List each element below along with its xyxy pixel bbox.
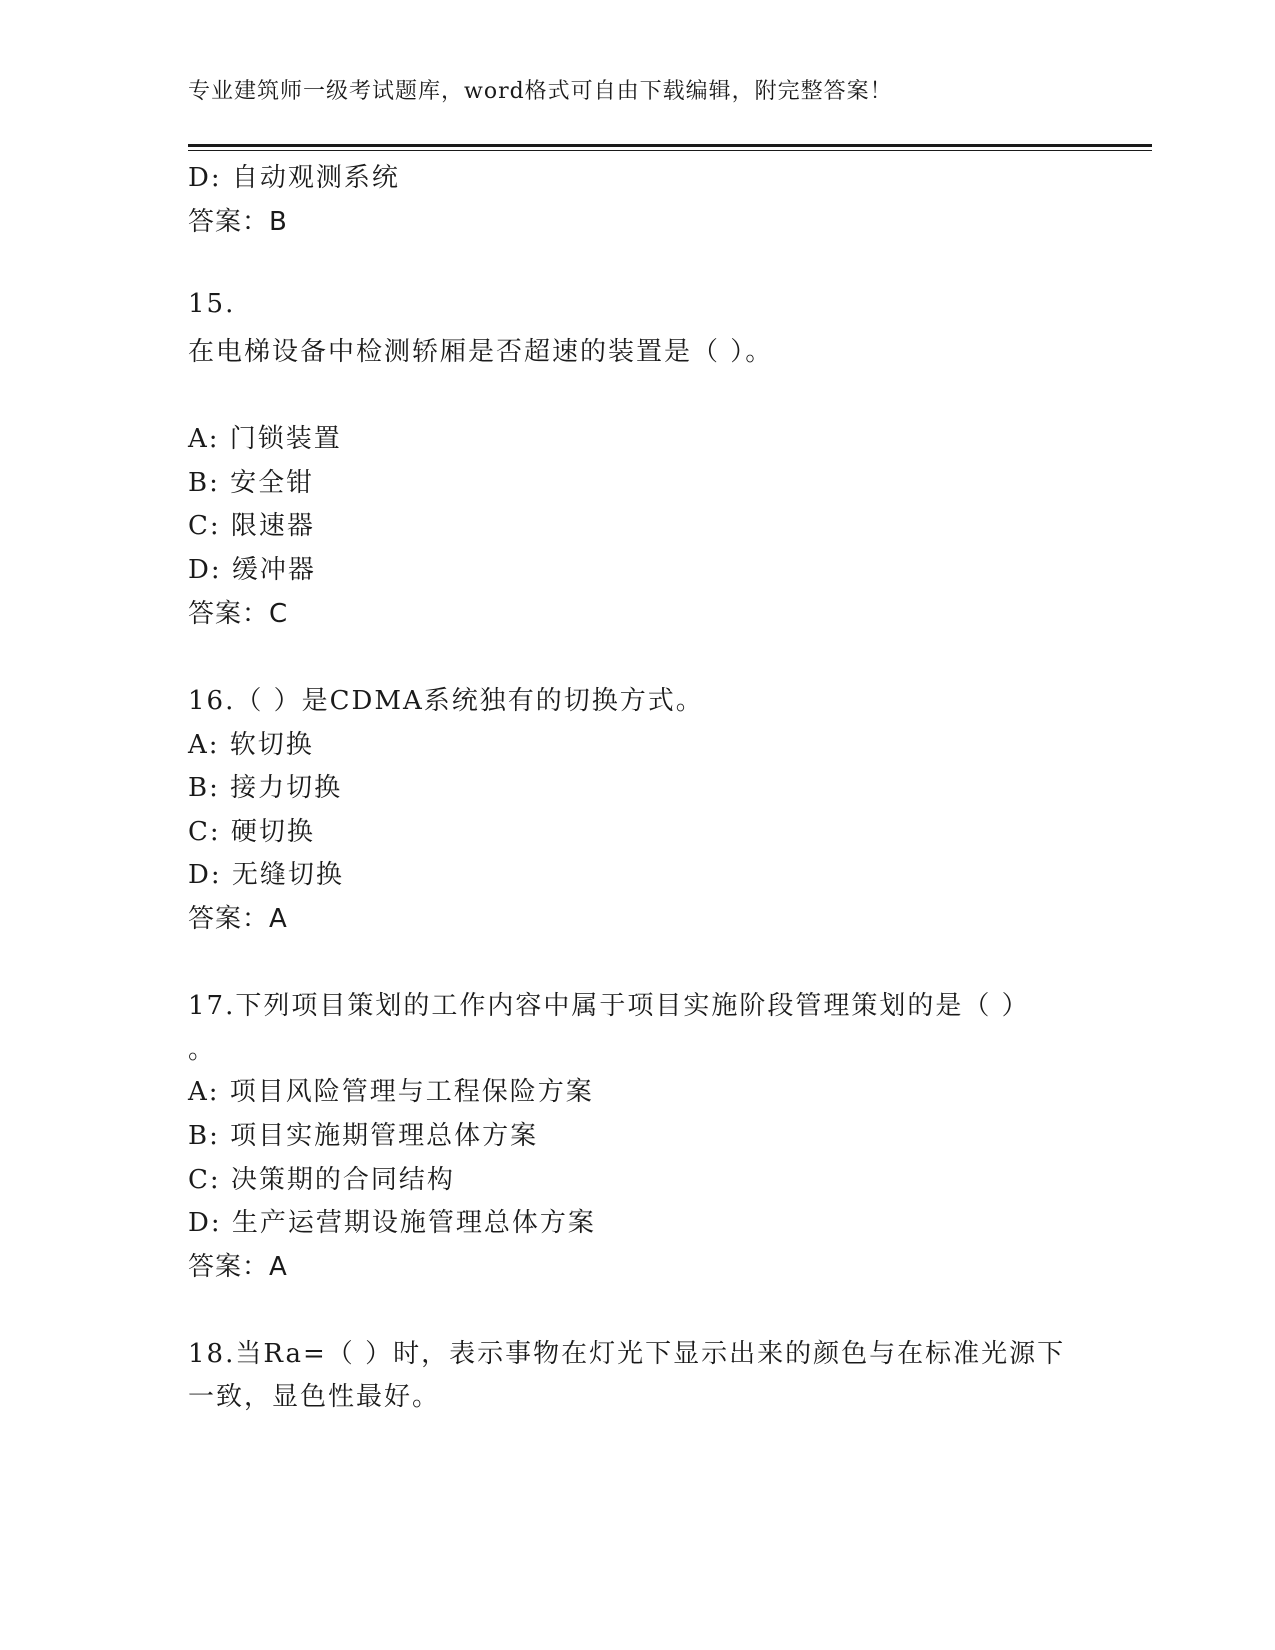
header-rule-thick — [188, 144, 1152, 147]
q17-option-d: D: 生产运营期设施管理总体方案 — [188, 1208, 596, 1238]
q14-option-d: D: 自动观测系统 — [188, 163, 400, 193]
page-header: 专业建筑师一级考试题库，word格式可自由下载编辑，附完整答案！ — [188, 79, 893, 104]
q15-option-a: A: 门锁装置 — [188, 424, 342, 454]
q17-option-b: B: 项目实施期管理总体方案 — [188, 1121, 539, 1151]
q16-option-b: B: 接力切换 — [188, 773, 343, 803]
q16-option-a: A: 软切换 — [188, 730, 314, 760]
q16-option-c: C: 硬切换 — [188, 817, 315, 847]
q15-option-b: B: 安全钳 — [188, 468, 315, 498]
q15-stem: 在电梯设备中检测轿厢是否超速的装置是（ ）。 — [188, 337, 774, 367]
q16-stem: 16.（ ）是CDMA系统独有的切换方式。 — [188, 686, 704, 716]
q16-answer: 答案：A — [188, 904, 288, 934]
q15-option-c: C: 限速器 — [188, 511, 315, 541]
q16-option-d: D: 无缝切换 — [188, 860, 344, 890]
q18-stem-line2: 一致，显色性最好。 — [188, 1382, 441, 1412]
q17-option-a: A: 项目风险管理与工程保险方案 — [188, 1077, 594, 1107]
q14-answer: 答案：B — [188, 207, 288, 237]
q15-answer: 答案：C — [188, 599, 289, 629]
header-rule-thin — [188, 150, 1152, 151]
q18-stem-line1: 18.当Ra=（ ）时，表示事物在灯光下显示出来的颜色与在标准光源下 — [188, 1339, 1066, 1369]
q15-option-d: D: 缓冲器 — [188, 555, 316, 585]
q17-stem-line2: 。 — [188, 1035, 217, 1065]
q17-stem-line1: 17.下列项目策划的工作内容中属于项目实施阶段管理策划的是（ ） — [188, 991, 1030, 1021]
q17-option-c: C: 决策期的合同结构 — [188, 1165, 455, 1195]
q17-answer: 答案：A — [188, 1252, 288, 1282]
q15-number: 15. — [188, 289, 236, 319]
